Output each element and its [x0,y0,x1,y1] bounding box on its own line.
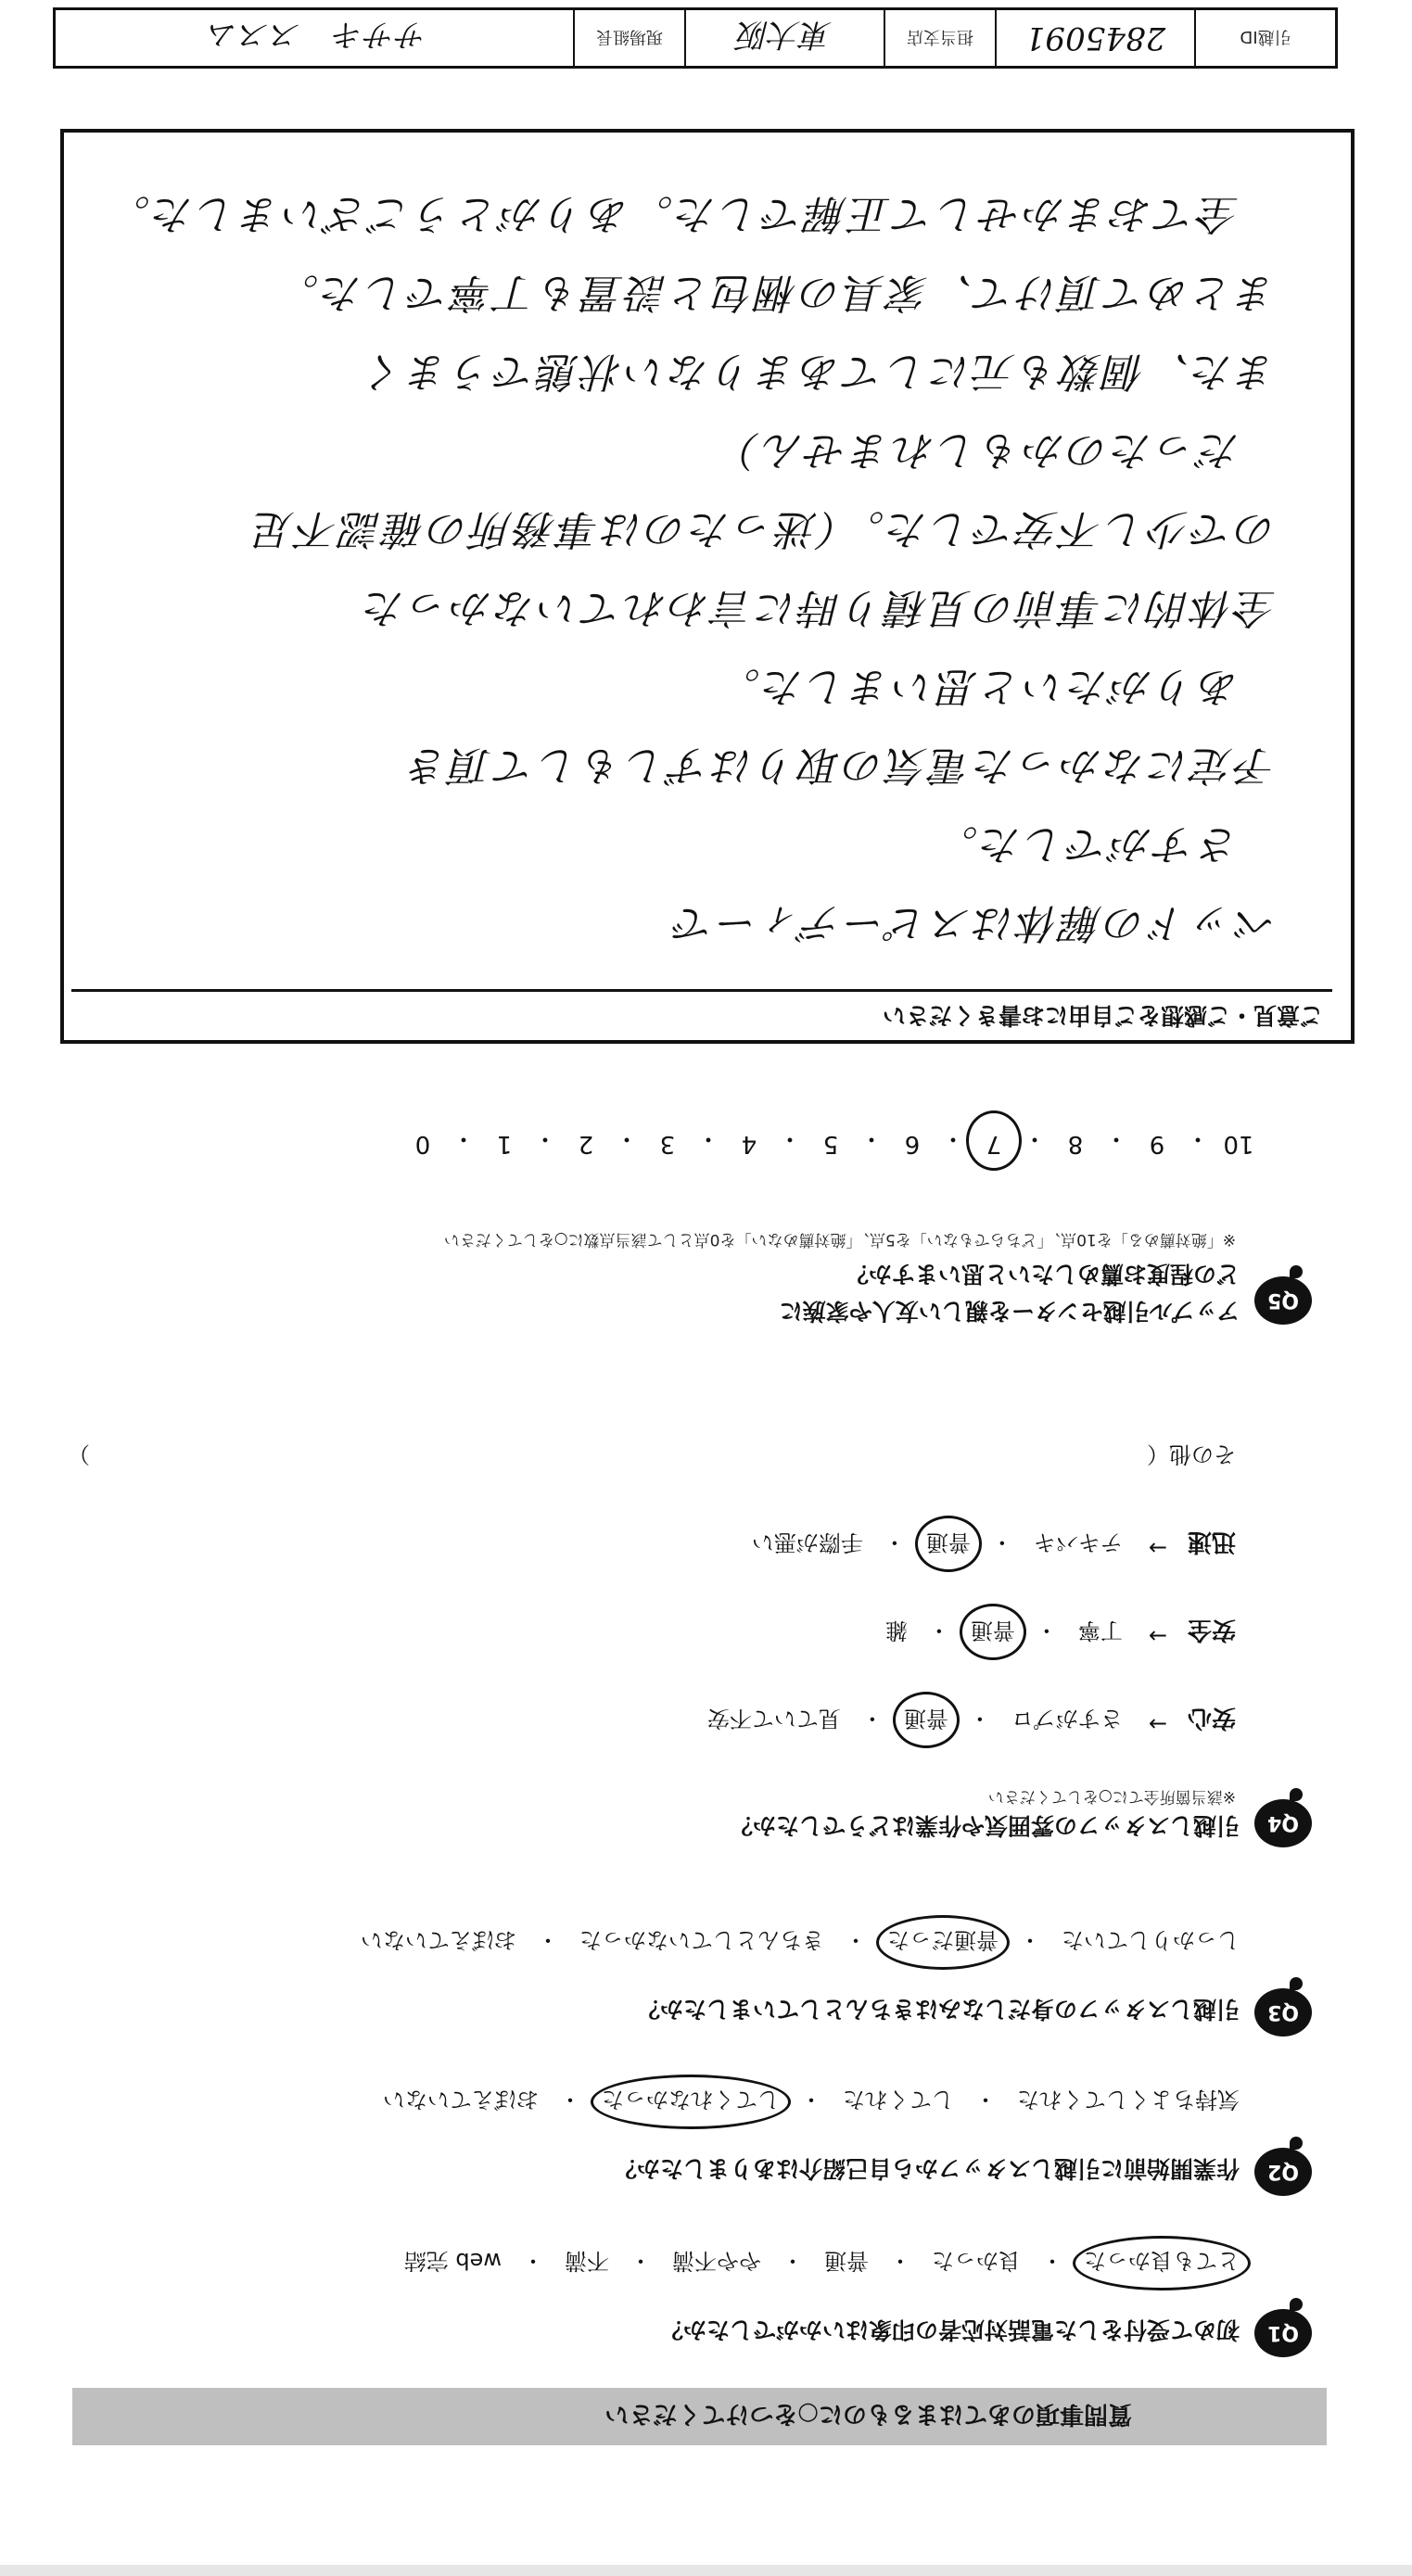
comment-box[interactable] [60,129,1355,1044]
q1-option-good[interactable]: 良かった [932,2248,1021,2274]
q3-option-not-neat[interactable]: きちんとしていなかった [579,1927,824,1953]
q4-row-anzen: 安全 → 丁寧 ・ 普通 ・ 雑 [880,1615,1236,1649]
header-info-box [53,7,1338,69]
q3-badge: Q3 [1254,1988,1312,2037]
q3-option-neat[interactable]: しっかりしていた [1062,1927,1240,1953]
scan-edge [0,2565,1412,2576]
q2-badge: Q2 [1254,2148,1312,2196]
q4-row-label: 安心 [1187,1704,1236,1732]
q3-option-dont-remember[interactable]: おぼえていない [361,1927,516,1953]
score-1[interactable]: 1 [496,1130,513,1158]
q2-option-did[interactable]: してくれた [843,2087,954,2113]
instruction-banner: 質問事項のあてはまるものに○をつけてください [72,2388,1327,2445]
q4-other-label[interactable]: その他（ [1147,1441,1236,1467]
q4-jinsoku-normal[interactable]: 普通 [921,1527,976,1561]
score-3[interactable]: 3 [659,1130,676,1158]
q4-note: ※該当箇所全てに○をしてください [987,1787,1236,1806]
score-4[interactable]: 4 [741,1130,757,1158]
q5-badge: Q5 [1254,1276,1312,1325]
score-7[interactable]: 7 [973,1123,1014,1158]
q1-badge: Q1 [1254,2309,1312,2357]
score-2[interactable]: 2 [578,1130,594,1158]
q2-option-pleasant[interactable]: 気持ちよくしてくれた [1017,2087,1240,2113]
score-8[interactable]: 8 [1067,1130,1084,1158]
branch-label: 担当支店 [885,10,997,66]
q4-badge: Q4 [1254,1799,1312,1847]
q4-row-label: 安全 [1187,1616,1236,1643]
q4-anshin-uneasy[interactable]: 見ていて不安 [706,1706,841,1732]
q4-row-jinsoku: 迅速 → テキパキ ・ 普通 ・ 手際が悪い [746,1527,1236,1561]
comment-line: さすがでした。 [935,820,1240,868]
q4-anshin-normal[interactable]: 普通 [898,1703,954,1737]
q1-option-normal[interactable]: 普通 [824,2248,869,2274]
q5-note: ※「絶対薦める」を10点、「どちらでもない」を5点、「絶対薦めない」を0点として該当点数に○をしてください [443,1230,1236,1249]
comment-line: だったのかもしれません） [717,426,1240,474]
q2-option-did-not[interactable]: してくれなかった [596,2086,785,2118]
move-id-label: 引越ID [1240,27,1291,46]
q3-option-normal[interactable]: 普通だった [882,1926,1004,1959]
q4-other-close: ） [68,1441,90,1467]
q4-other-row [68,1440,1236,1473]
comment-line: ので少し不安でした。（迷ったのは事務所の確認不足 [251,505,1277,552]
branch-value: 東大阪 [686,10,885,66]
q3-options: しっかりしていた ・ 普通だった ・ きちんとしていなかった ・ おぼえていない [355,1926,1245,1959]
comment-line: 全ておまかせして正解でした。ありがとうございました。 [107,190,1240,237]
q4-text: 引越しスタッフの雰囲気や作業はどうでしたか？ [729,1812,1240,1839]
move-id-value: 2845091 [997,10,1196,66]
q2-options: 気持ちよくしてくれた ・ してくれた ・ してくれなかった ・ おぼえていない [377,2086,1245,2118]
leader-value: ササキ ススム [61,10,575,66]
q4-row-label: 迅速 [1187,1528,1236,1555]
leader-label: 現場組長 [575,10,686,66]
q4-jinsoku-clumsy[interactable]: 手際が悪い [751,1529,863,1555]
comment-line: 予定になかった電気の取りはずしもして頂き [405,742,1277,789]
q4-jinsoku-quick[interactable]: テキパキ [1033,1529,1123,1555]
q1-text: 初めて受付をした電話対応者の印象はいかがでしたか？ [659,2316,1240,2343]
q1-options: とても良かった ・ 良かった ・ 普通 ・ やや不満 ・ 不満 ・ web 完結 [399,2247,1245,2279]
q1-option-bad[interactable]: 不満 [565,2248,609,2274]
score-9[interactable]: 9 [1149,1130,1165,1158]
comment-line: ベッドの解体はスピーディーで [671,899,1277,946]
score-5[interactable]: 5 [822,1130,839,1158]
q5-score-scale: 10 ・ 9 ・ 8 ・ 7 ・ 6 ・ 5 ・ 4 ・ 3 ・ 2 ・ 1 ・ 0 [402,1123,1259,1158]
q5-text-line2: どの程度お薦めしたいと思いますか？ [845,1261,1240,1288]
comment-line: まとめて頂けて、家具の梱包と設置も丁寧でした。 [274,269,1277,316]
q4-anzen-normal[interactable]: 普通 [965,1615,1021,1649]
comment-line: ありがたいと思いました。 [717,663,1240,710]
q2-option-dont-remember[interactable]: おぼえていない [383,2087,539,2113]
arrow-icon: → [1148,1711,1167,1737]
score-10[interactable]: 10 [1223,1130,1254,1158]
q4-anshin-pro[interactable]: さすがプロ [1011,1706,1123,1732]
score-6[interactable]: 6 [904,1130,921,1158]
q3-text: 引越しスタッフの身だしなみはきちんとしていましたか？ [636,1996,1240,2023]
q1-option-slightly-bad[interactable]: やや不満 [672,2248,761,2274]
q1-option-web[interactable]: web 完結 [403,2248,502,2274]
comment-line: また、個数も元にしてあまりない状態でうまく [362,348,1277,395]
arrow-icon: → [1148,1535,1167,1561]
q5-text-line1: アップル引越センターを親しい友人や家族に [779,1298,1240,1325]
comment-line: 全体的に事前の見積り時に言われていなかった [362,584,1277,631]
arrow-icon: → [1148,1623,1167,1649]
q2-text: 作業開始前に引越しスタッフから自己紹介はありましたか？ [613,2155,1240,2182]
q4-row-anshin: 安心 → さすがプロ ・ 普通 ・ 見ていて不安 [702,1703,1236,1737]
q4-anzen-careful[interactable]: 丁寧 [1077,1618,1123,1643]
q1-option-very-good[interactable]: とても良かった [1078,2247,1245,2279]
q4-anzen-rough[interactable]: 雑 [884,1618,908,1643]
comment-title: ご意見・ご感想をご自由にお書きください [71,989,1332,1042]
score-0[interactable]: 0 [414,1130,431,1158]
